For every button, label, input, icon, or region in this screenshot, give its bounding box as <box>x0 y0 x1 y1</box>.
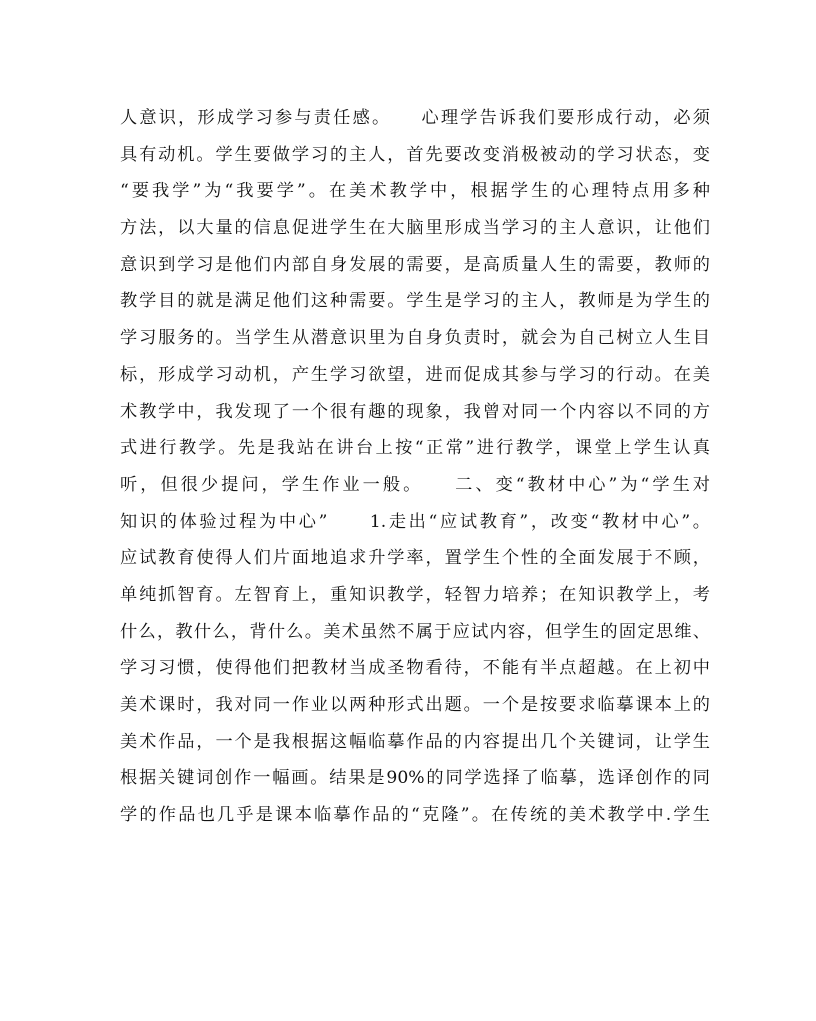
text-line: 教学目的就是满足他们这种需要。学生是学习的主人，教师是为学生的 <box>120 291 710 312</box>
text-line: 单纯抓智育。左智育上，重知识教学，轻智力培养；在知识教学上，考 <box>120 584 710 605</box>
text-line: 意识到学习是他们内部自身发展的需要，是高质量人生的需要，教师的 <box>120 254 710 275</box>
text-line: 具有动机。学生要做学习的主人，首先要改变消极被动的学习状态，变 <box>120 144 710 165</box>
text-line: 学的作品也几乎是课本临摹作品的“克隆”。在传统的美术教学中.学生 <box>120 805 710 826</box>
text-line: 什么，教什么，背什么。美术虽然不属于应试内容，但学生的固定思维、 <box>120 621 710 642</box>
text-line: 式进行教学。先是我站在讲台上按“正常”进行教学，课堂上学生认真 <box>120 438 710 459</box>
body-text <box>120 100 710 834</box>
text-line: 听，但很少提问，学生作业一般。 二、变“教材中心”为“学生对 <box>120 474 710 495</box>
text-line: 应试教育使得人们片面地追求升学率，置学生个性的全面发展于不顾， <box>120 548 710 569</box>
text-line: 人意识，形成学习参与责任感。 心理学告诉我们要形成行动，必须 <box>120 108 710 128</box>
text-line: 美术课时，我对同一作业以两种形式出题。一个是按要求临摹课本上的 <box>120 695 710 715</box>
text-line: 术教学中，我发现了一个很有趣的现象，我曾对同一个内容以不同的方 <box>120 401 710 422</box>
text-line: 标，形成学习动机，产生学习欲望，进而促成其参与学习的行动。在美 <box>120 364 710 385</box>
text-line: 知识的体验过程为中心” 1.走出“应试教育”，改变“教材中心”。 <box>120 511 710 532</box>
text-line: 根据关键词创作一幅画。结果是90%的同学选择了临摹，选译创作的同 <box>120 768 710 789</box>
text-line: 学习习惯，使得他们把教材当成圣物看待，不能有半点超越。在上初中 <box>120 658 710 679</box>
text-line: “要我学”为“我要学”。在美术教学中，根据学生的心理特点用多种 <box>120 181 710 202</box>
text-line: 学习服务的。当学生从潜意识里为自身负责时，就会为自己树立人生目 <box>120 328 710 349</box>
text-line: 美术作品，一个是我根据这幅临摹作品的内容提出几个关键词，让学生 <box>120 731 710 752</box>
text-line: 方法，以大量的信息促进学生在大脑里形成当学习的主人意识，让他们 <box>120 218 710 239</box>
